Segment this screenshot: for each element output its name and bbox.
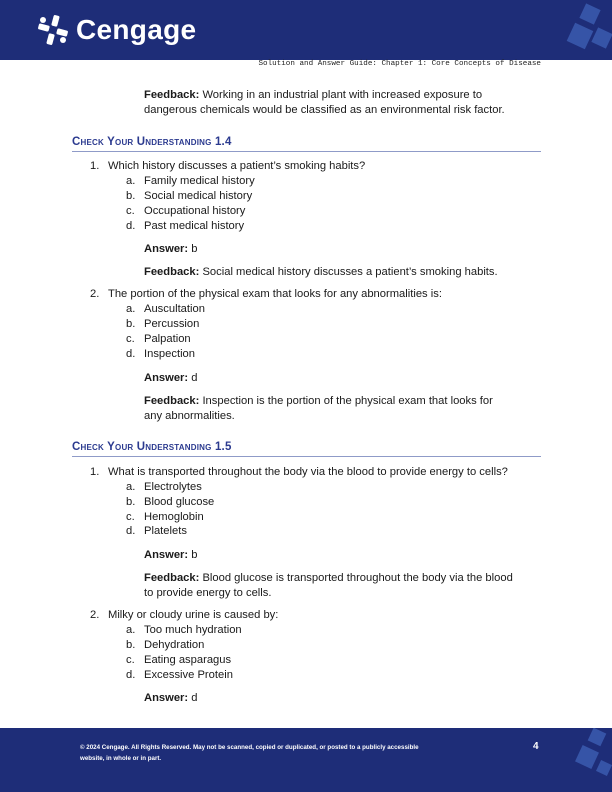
question-number: 1. [90, 466, 100, 478]
option-text: Palpation [144, 333, 191, 345]
answer-line [144, 691, 197, 706]
feedback-text: Inspection is the portion of the physical exam that looks for [202, 395, 493, 407]
question-text: The portion of the physical exam that looks for any abnormalities is: [108, 288, 442, 300]
answer-value: b [191, 243, 198, 255]
option-letter: a. [126, 175, 136, 187]
answer-line [144, 548, 197, 563]
option-letter: d. [126, 669, 136, 681]
option-letter: b. [126, 190, 136, 202]
option-text: Percussion [144, 318, 200, 330]
option-letter: c. [126, 333, 135, 345]
option-text: Family medical history [144, 175, 255, 187]
option-letter: b. [126, 639, 136, 651]
question-text: Which history discusses a patient’s smoking habits? [108, 160, 366, 172]
copyright-line: website, in whole or in part. [80, 754, 162, 762]
option-letter: a. [126, 481, 136, 493]
answer-label: Answer: [144, 549, 189, 561]
answer-label: Answer: [144, 692, 189, 704]
section-heading-1-4: Check Your Understanding 1.4 [72, 136, 541, 152]
copyright-line: © 2024 Cengage. All Rights Reserved. May not be scanned, copied or duplicated, or posted to a publicly accessible [80, 744, 419, 751]
option-text: Past medical history [144, 220, 245, 232]
brand-name: Cengage [76, 14, 197, 45]
option-text: Platelets [144, 525, 187, 537]
option-letter: a. [126, 303, 136, 315]
intro-feedback [144, 88, 505, 117]
footer-bar [0, 728, 612, 792]
feedback-block [144, 265, 498, 280]
header-decoration-graphic [560, 0, 612, 60]
option-letter: c. [126, 511, 135, 523]
option-letter: b. [126, 318, 136, 330]
option-text: Inspection [144, 348, 195, 360]
page-number: 4 [533, 741, 539, 752]
option-text: Eating asparagus [144, 654, 232, 666]
feedback-text: any abnormalities. [144, 409, 235, 422]
brand-logo [36, 13, 196, 47]
answer-value: b [191, 549, 198, 561]
feedback-text: Social medical history discusses a patient’s smoking habits. [202, 266, 498, 278]
question-text: Milky or cloudy urine is caused by: [108, 609, 279, 621]
feedback-label: Feedback: [144, 572, 200, 584]
answer-value: d [191, 692, 198, 704]
answer-label: Answer: [144, 372, 189, 384]
option-text: Excessive Protein [144, 669, 233, 681]
option-text: Too much hydration [144, 624, 242, 636]
option-letter: d. [126, 348, 136, 360]
answer-label: Answer: [144, 243, 189, 255]
question-number: 2. [90, 609, 100, 621]
option-text: Occupational history [144, 205, 246, 217]
option-text: Social medical history [144, 190, 253, 202]
option-letter: c. [126, 654, 135, 666]
feedback-text: to provide energy to cells. [144, 586, 272, 599]
feedback-block [144, 394, 493, 423]
option-text: Electrolytes [144, 481, 202, 493]
question-text: What is transported throughout the body via the blood to provide energy to cells? [108, 466, 508, 478]
answer-line [144, 371, 197, 386]
feedback-text: Working in an industrial plant with increased exposure to [202, 89, 483, 101]
option-letter: d. [126, 525, 136, 537]
feedback-block [144, 571, 513, 600]
question-number: 1. [90, 160, 100, 172]
option-text: Hemoglobin [144, 511, 204, 523]
running-head: Solution and Answer Guide: Chapter 1: Core Concepts of Disease [258, 60, 541, 68]
option-letter: c. [126, 205, 135, 217]
option-letter: d. [126, 220, 136, 232]
feedback-text: Blood glucose is transported throughout the body via the blood [202, 572, 513, 584]
option-text: Auscultation [144, 303, 205, 315]
option-letter: a. [126, 624, 136, 636]
option-text: Blood glucose [144, 496, 215, 508]
feedback-label: Feedback: [144, 89, 200, 101]
section-heading-1-5: Check Your Understanding 1.5 [72, 441, 541, 457]
answer-line [144, 242, 197, 257]
header-bar [0, 0, 612, 60]
feedback-label: Feedback: [144, 395, 200, 407]
feedback-text: dangerous chemicals would be classified as an environmental risk factor. [144, 103, 505, 116]
copyright-notice [80, 743, 480, 764]
question-number: 2. [90, 288, 100, 300]
answer-value: d [191, 372, 198, 384]
cengage-logo-icon [36, 13, 70, 47]
option-text: Dehydration [144, 639, 205, 651]
feedback-label: Feedback: [144, 266, 200, 278]
option-letter: b. [126, 496, 136, 508]
footer-decoration-graphic [572, 728, 612, 792]
